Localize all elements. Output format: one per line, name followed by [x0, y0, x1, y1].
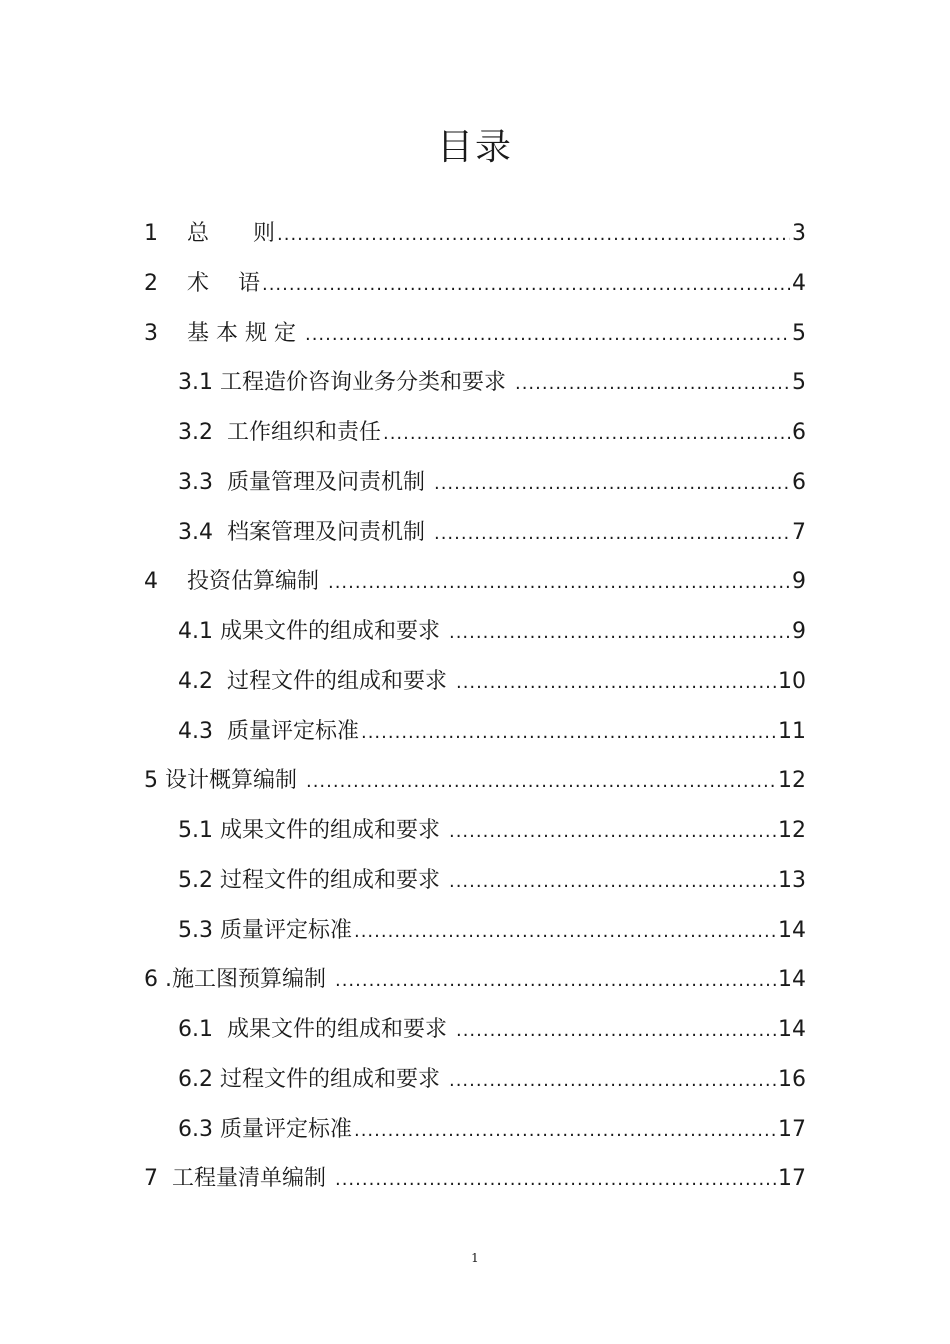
- toc-entry[interactable]: [144, 906, 806, 956]
- toc-entry-label: 5.3 质量评定标准: [178, 917, 352, 943]
- toc-entry-page: 10: [778, 668, 806, 694]
- table-of-contents: [144, 209, 806, 1204]
- toc-entry-label: 3.4 档案管理及问责机制: [178, 519, 432, 545]
- toc-dot-leader: [434, 459, 790, 509]
- toc-dot-leader: [449, 1056, 776, 1106]
- toc-entry-page: 12: [778, 768, 806, 794]
- toc-dot-leader: [262, 260, 790, 310]
- toc-entry-page: 6: [792, 420, 806, 445]
- toc-entry[interactable]: [144, 607, 806, 657]
- toc-dot-leader: [361, 708, 776, 758]
- toc-entry-label: 7 工程量清单编制: [144, 1166, 333, 1192]
- toc-dot-leader: [354, 907, 776, 957]
- toc-entry-page: 5: [792, 370, 806, 396]
- toc-dot-leader: [456, 1006, 776, 1056]
- toc-entry[interactable]: [144, 408, 806, 458]
- toc-entry-label: 3 基 本 规 定: [144, 320, 303, 346]
- toc-entry[interactable]: [144, 1055, 806, 1105]
- toc-entry-label: 6.2 过程文件的组成和要求: [178, 1066, 447, 1092]
- toc-entry-page: 9: [792, 569, 806, 595]
- toc-dot-leader: [449, 857, 776, 907]
- toc-entry-page: 4: [792, 270, 806, 296]
- toc-entry[interactable]: [144, 508, 806, 558]
- toc-entry-page: 17: [778, 1166, 806, 1192]
- toc-dot-leader: [449, 608, 790, 658]
- toc-entry-page: 11: [778, 718, 806, 744]
- toc-entry-page: 14: [778, 917, 806, 943]
- toc-entry-label: 1 总 则: [144, 221, 275, 246]
- toc-entry[interactable]: [144, 707, 806, 757]
- toc-entry-label: 6.1 成果文件的组成和要求: [178, 1017, 454, 1042]
- toc-entry-page: 5: [792, 320, 806, 346]
- toc-entry[interactable]: [144, 856, 806, 906]
- toc-entry-page: 17: [778, 1116, 806, 1142]
- toc-entry[interactable]: [144, 955, 806, 1005]
- toc-entry-label: 4 投资估算编制: [144, 569, 326, 595]
- toc-dot-leader: [335, 956, 776, 1006]
- toc-entry-label: 5.1 成果文件的组成和要求: [178, 818, 447, 843]
- toc-entry-page: 14: [778, 967, 806, 993]
- toc-dot-leader: [328, 558, 790, 608]
- toc-entry[interactable]: [144, 657, 806, 707]
- toc-dot-leader: [354, 1106, 776, 1156]
- toc-entry[interactable]: [144, 458, 806, 508]
- toc-entry-label: 3.3 质量管理及问责机制: [178, 469, 432, 495]
- toc-entry[interactable]: [144, 358, 806, 408]
- toc-dot-leader: [306, 757, 776, 807]
- toc-entry-page: 3: [792, 221, 806, 246]
- toc-entry-label: 4.2 过程文件的组成和要求: [178, 668, 454, 694]
- toc-entry[interactable]: [144, 557, 806, 607]
- toc-dot-leader: [449, 807, 776, 857]
- toc-entry-page: 13: [778, 867, 806, 893]
- toc-entry[interactable]: [144, 209, 806, 259]
- page-title: 目录: [436, 127, 513, 169]
- toc-entry-label: 3.1 工程造价咨询业务分类和要求: [178, 370, 513, 396]
- toc-entry-page: 7: [792, 519, 806, 545]
- toc-entry-label: 6.3 质量评定标准: [178, 1116, 352, 1142]
- toc-dot-leader: [277, 210, 790, 260]
- toc-entry-page: 16: [778, 1066, 806, 1092]
- toc-dot-leader: [305, 310, 790, 360]
- toc-dot-leader: [383, 409, 790, 459]
- toc-dot-leader: [434, 509, 790, 559]
- toc-entry-label: 5 设计概算编制: [144, 768, 304, 794]
- toc-entry[interactable]: [144, 259, 806, 309]
- toc-entry-label: 6 .施工图预算编制: [144, 967, 333, 993]
- toc-entry-page: 6: [792, 469, 806, 495]
- toc-entry[interactable]: [144, 756, 806, 806]
- toc-entry-label: 4.1 成果文件的组成和要求: [178, 619, 447, 644]
- toc-entry-label: 3.2 工作组织和责任: [178, 420, 381, 445]
- toc-entry[interactable]: [144, 1105, 806, 1155]
- toc-entry-label: 5.2 过程文件的组成和要求: [178, 867, 447, 893]
- toc-entry-page: 12: [778, 818, 806, 843]
- toc-entry[interactable]: [144, 309, 806, 359]
- page-number: 1: [471, 1251, 479, 1265]
- toc-entry[interactable]: [144, 1154, 806, 1204]
- toc-dot-leader: [515, 359, 790, 409]
- toc-entry[interactable]: [144, 806, 806, 856]
- toc-entry-page: 14: [778, 1017, 806, 1042]
- toc-dot-leader: [456, 658, 776, 708]
- toc-entry-page: 9: [792, 619, 806, 644]
- toc-entry-label: 4.3 质量评定标准: [178, 718, 359, 744]
- toc-entry-label: 2 术 语: [144, 270, 260, 296]
- toc-entry[interactable]: [144, 1005, 806, 1055]
- toc-dot-leader: [335, 1155, 776, 1205]
